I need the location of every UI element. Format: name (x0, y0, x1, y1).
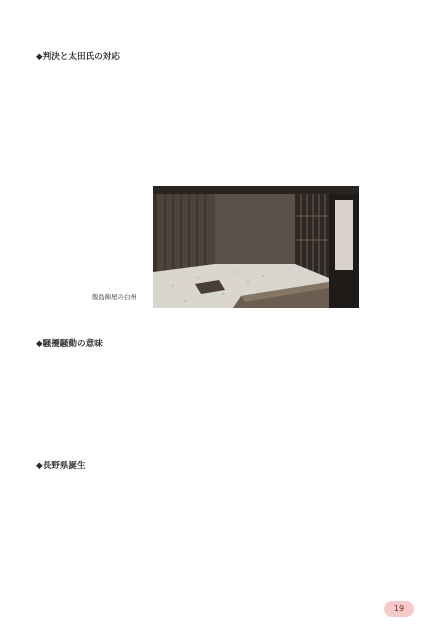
photo-caption: 飯島陣屋の白州 (92, 293, 137, 301)
section-heading-judgment: ◆判決と太田氏の対応 (36, 52, 120, 62)
section-heading-nagano-prefecture: ◆長野県誕生 (36, 461, 86, 471)
section-heading-disturbance-meaning: ◆騒擾騒動の意味 (36, 339, 103, 349)
shirasu-photo (153, 186, 359, 308)
page-number: 19 (384, 601, 414, 617)
shirasu-photo-image (153, 186, 359, 308)
